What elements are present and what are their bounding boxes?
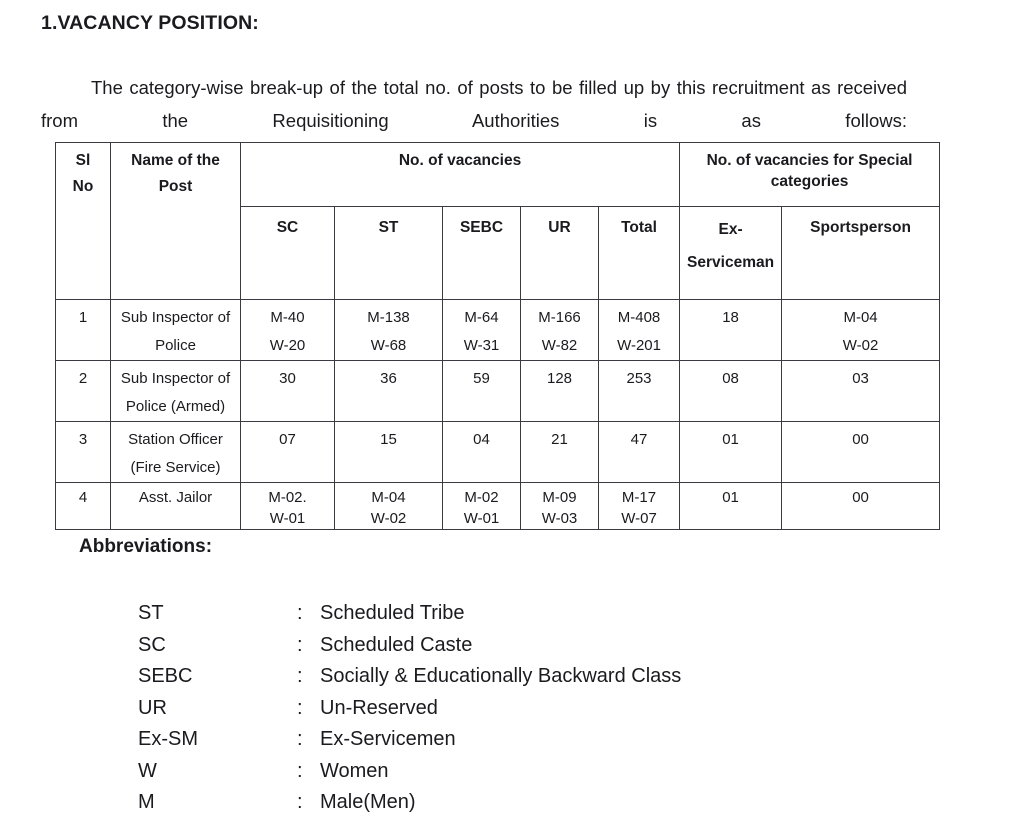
abbreviation-definition: Ex-Servicemen xyxy=(320,728,456,750)
cell-total: 253 xyxy=(599,361,680,422)
cell-sc-male: M-02. xyxy=(268,489,307,506)
table-row xyxy=(56,361,940,422)
header-sc: SC xyxy=(241,207,335,300)
header-post-name-line2: Post xyxy=(158,178,193,195)
cell-st-women: W-02 xyxy=(370,510,407,527)
cell-post-name: Asst. Jailor xyxy=(111,483,241,530)
cell-total-male: M-408 xyxy=(617,309,661,326)
abbreviation-term: M xyxy=(138,791,155,813)
abbreviation-separator: : xyxy=(297,728,303,750)
cell-sc-male: M-40 xyxy=(270,309,305,326)
cell-sl-no: 2 xyxy=(56,361,111,422)
cell-ex-serviceman: 01 xyxy=(680,483,782,530)
cell-st: 15 xyxy=(335,422,443,483)
abbreviation-term: ST xyxy=(138,602,164,624)
cell-ur-stack xyxy=(521,304,598,360)
header-ex-serviceman-line1: Ex- xyxy=(718,221,743,238)
cell-st xyxy=(335,300,443,361)
cell-total-male: M-17 xyxy=(621,489,657,506)
header-total: Total xyxy=(599,207,680,300)
abbreviation-definition: Socially & Educationally Backward Class xyxy=(320,665,682,687)
cell-sportsperson: 00 xyxy=(782,422,940,483)
cell-sl-no: 4 xyxy=(56,483,111,530)
header-sebc: SEBC xyxy=(443,207,521,300)
header-ur: UR xyxy=(521,207,599,300)
header-special-categories: No. of vacancies for Special categories xyxy=(680,143,940,207)
cell-total: 47 xyxy=(599,422,680,483)
cell-ur: 128 xyxy=(521,361,599,422)
intro-paragraph: The category-wise break-up of the total no. of posts to be filled up by this recruitment as received from the Requisitioning Authorities is as follows: xyxy=(41,76,907,131)
cell-sc-stack xyxy=(241,304,334,360)
cell-sportsperson xyxy=(782,300,940,361)
cell-sebc-stack xyxy=(443,304,520,360)
table-header-row-1 xyxy=(56,143,940,207)
cell-st-stack xyxy=(335,304,442,360)
cell-sebc-women: W-31 xyxy=(463,337,500,354)
cell-ur-women: W-03 xyxy=(541,510,578,527)
vacancy-table xyxy=(55,142,940,530)
abbreviation-term: Ex-SM xyxy=(138,728,198,750)
cell-total xyxy=(599,483,680,530)
abbreviation-definition: Women xyxy=(320,759,389,782)
abbreviations-title: Abbreviations: xyxy=(79,536,213,557)
header-no-of-vacancies: No. of vacancies xyxy=(241,143,680,207)
cell-post-name-line2: Police xyxy=(155,337,196,354)
header-ex-serviceman-line2: Serviceman xyxy=(687,254,775,271)
cell-st-stack xyxy=(335,487,442,529)
cell-total-stack xyxy=(599,487,679,529)
cell-sc: 30 xyxy=(241,361,335,422)
cell-total-stack xyxy=(599,304,679,360)
header-sl-no-line1: Sl xyxy=(75,152,91,169)
cell-sebc: 59 xyxy=(443,361,521,422)
cell-post-name-line1: Sub Inspector of xyxy=(120,309,231,326)
abbreviations-list xyxy=(138,598,681,819)
cell-sebc xyxy=(443,300,521,361)
table-row xyxy=(56,483,940,530)
cell-total-women: W-201 xyxy=(617,337,661,354)
cell-st: 36 xyxy=(335,361,443,422)
list-item xyxy=(138,787,681,819)
cell-ur xyxy=(521,300,599,361)
cell-sebc-male: M-64 xyxy=(464,309,499,326)
cell-sc xyxy=(241,483,335,530)
cell-ur xyxy=(521,483,599,530)
abbreviation-separator: : xyxy=(297,665,303,687)
abbreviation-term: SC xyxy=(138,633,166,656)
abbreviation-separator: : xyxy=(297,791,303,813)
abbreviation-definition: Un-Reserved xyxy=(320,696,438,719)
cell-sebc: 04 xyxy=(443,422,521,483)
header-sl-no-line2: No xyxy=(72,178,94,195)
table-row xyxy=(56,422,940,483)
list-item xyxy=(138,756,681,788)
header-ex-serviceman xyxy=(680,207,782,300)
abbreviation-separator: : xyxy=(297,759,303,782)
header-st: ST xyxy=(335,207,443,300)
abbreviation-term: SEBC xyxy=(138,665,193,687)
abbreviation-definition: Male(Men) xyxy=(320,791,416,813)
cell-ex-serviceman: 08 xyxy=(680,361,782,422)
cell-st-male: M-04 xyxy=(371,489,406,506)
cell-post-name xyxy=(111,422,241,483)
abbreviation-term: W xyxy=(138,759,157,782)
cell-post-name-line1: Station Officer xyxy=(128,431,223,448)
abbreviation-term: UR xyxy=(138,696,167,719)
cell-sc-women: W-20 xyxy=(269,337,306,354)
list-item xyxy=(138,630,681,662)
abbreviation-definition: Scheduled Tribe xyxy=(320,602,465,624)
cell-ex-serviceman: 01 xyxy=(680,422,782,483)
cell-sportsperson-stack xyxy=(782,304,939,360)
cell-sc-women: W-01 xyxy=(269,510,306,527)
header-sl-no xyxy=(56,143,111,300)
abbreviation-separator: : xyxy=(297,696,303,719)
cell-sportsperson-women: W-02 xyxy=(842,337,879,354)
abbreviation-separator: : xyxy=(297,633,303,656)
cell-post-name xyxy=(111,361,241,422)
cell-sl-no: 1 xyxy=(56,300,111,361)
cell-total-women: W-07 xyxy=(621,510,657,527)
cell-sc-stack xyxy=(241,487,334,529)
cell-ur-male: M-09 xyxy=(542,489,577,506)
cell-sebc xyxy=(443,483,521,530)
cell-st-women: W-68 xyxy=(370,337,407,354)
cell-sl-no: 3 xyxy=(56,422,111,483)
cell-total xyxy=(599,300,680,361)
header-sportsperson: Sportsperson xyxy=(782,207,940,300)
cell-sc xyxy=(241,300,335,361)
cell-post-name xyxy=(111,300,241,361)
cell-st-male: M-138 xyxy=(367,309,410,326)
cell-sc: 07 xyxy=(241,422,335,483)
cell-st xyxy=(335,483,443,530)
list-item xyxy=(138,661,681,693)
cell-sebc-stack xyxy=(443,487,520,529)
cell-post-name-line2: Police (Armed) xyxy=(125,398,226,415)
cell-sebc-male: M-02 xyxy=(464,489,499,506)
table-row xyxy=(56,300,940,361)
abbreviation-separator: : xyxy=(297,602,303,624)
cell-ur-male: M-166 xyxy=(538,309,581,326)
cell-ur-women: W-82 xyxy=(541,337,578,354)
cell-sportsperson-male: M-04 xyxy=(843,309,878,326)
cell-ur: 21 xyxy=(521,422,599,483)
abbreviation-definition: Scheduled Caste xyxy=(320,633,473,656)
cell-post-name-line2: (Fire Service) xyxy=(130,459,221,476)
cell-sebc-women: W-01 xyxy=(463,510,500,527)
cell-post-name-line1: Sub Inspector of xyxy=(120,370,231,387)
header-post-name-line1: Name of the xyxy=(131,152,220,169)
header-post-name xyxy=(111,143,241,300)
list-item xyxy=(138,598,681,630)
list-item xyxy=(138,693,681,725)
cell-ex-serviceman: 18 xyxy=(680,300,782,361)
list-item xyxy=(138,724,681,756)
cell-ur-stack xyxy=(521,487,598,529)
page-title: 1.VACANCY POSITION: xyxy=(41,12,259,34)
cell-sportsperson: 00 xyxy=(782,483,940,530)
cell-sportsperson: 03 xyxy=(782,361,940,422)
